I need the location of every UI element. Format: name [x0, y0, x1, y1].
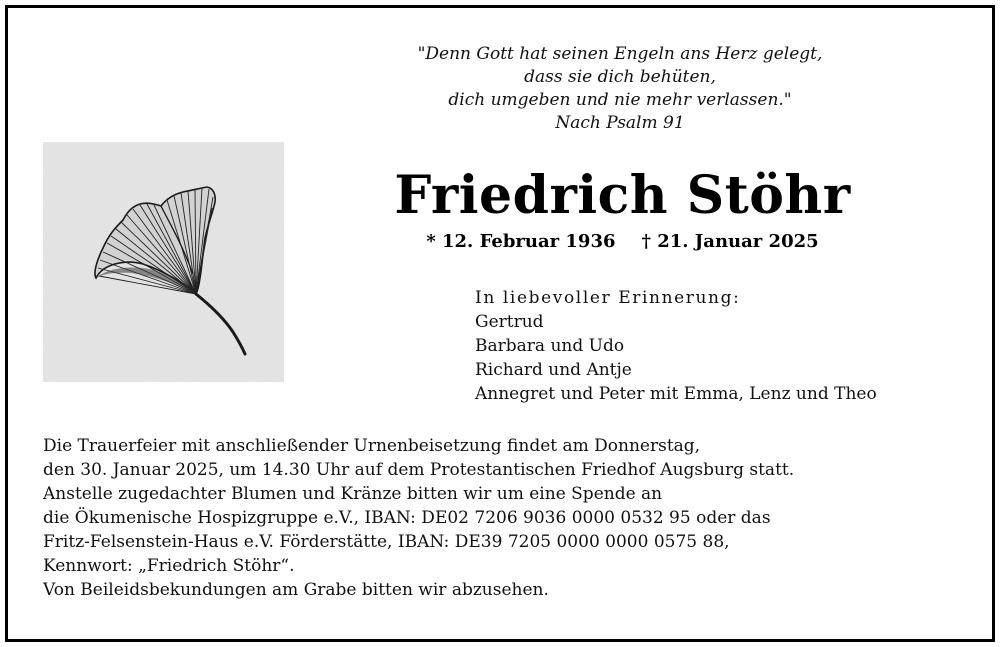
quote-source: Nach Psalm 91 — [555, 113, 685, 133]
mourner-entry: Richard und Antje — [475, 360, 632, 380]
death-date: † 21. Januar 2025 — [641, 231, 819, 252]
info-line: Die Trauerfeier mit anschließender Urnenbeisetzung findet am Donnerstag, — [43, 436, 701, 456]
deceased-name: Friedrich Stöhr — [394, 165, 851, 226]
info-line: die Ökumenische Hospizgruppe e.V., IBAN: DE02 7206 9036 0000 0532 95 oder das — [43, 508, 771, 528]
mourner-entry: Barbara und Udo — [475, 336, 625, 356]
info-line: Fritz-Felsenstein-Haus e.V. Förderstätte, IBAN: DE39 7205 0000 0000 0575 88, — [43, 532, 730, 552]
quote-line: dass sie dich behüten, — [524, 67, 716, 87]
quote-line: dich umgeben und nie mehr verlassen." — [448, 90, 792, 110]
mourners-heading: In liebevoller Erinnerung: — [475, 288, 741, 308]
mourner-entry: Annegret und Peter mit Emma, Lenz und Theo — [475, 384, 877, 404]
ginkgo-image — [43, 142, 284, 382]
mourners-list — [475, 286, 975, 406]
mourner-entry: Gertrud — [475, 312, 544, 332]
psalm-quote — [330, 43, 910, 135]
birth-date: * 12. Februar 1936 — [426, 231, 616, 252]
quote-line: "Denn Gott hat seinen Engeln ans Herz gelegt, — [417, 44, 823, 64]
info-line: den 30. Januar 2025, um 14.30 Uhr auf dem Protestantischen Friedhof Augsburg statt. — [43, 460, 795, 480]
info-line: Von Beileidsbekundungen am Grabe bitten wir abzusehen. — [43, 580, 549, 600]
info-line: Anstelle zugedachter Blumen und Kränze bitten wir um eine Spende an — [43, 484, 663, 504]
life-dates — [330, 230, 915, 254]
funeral-information — [43, 434, 973, 602]
info-line: Kennwort: „Friedrich Stöhr“. — [43, 556, 295, 576]
ginkgo-leaf-icon — [43, 142, 284, 382]
